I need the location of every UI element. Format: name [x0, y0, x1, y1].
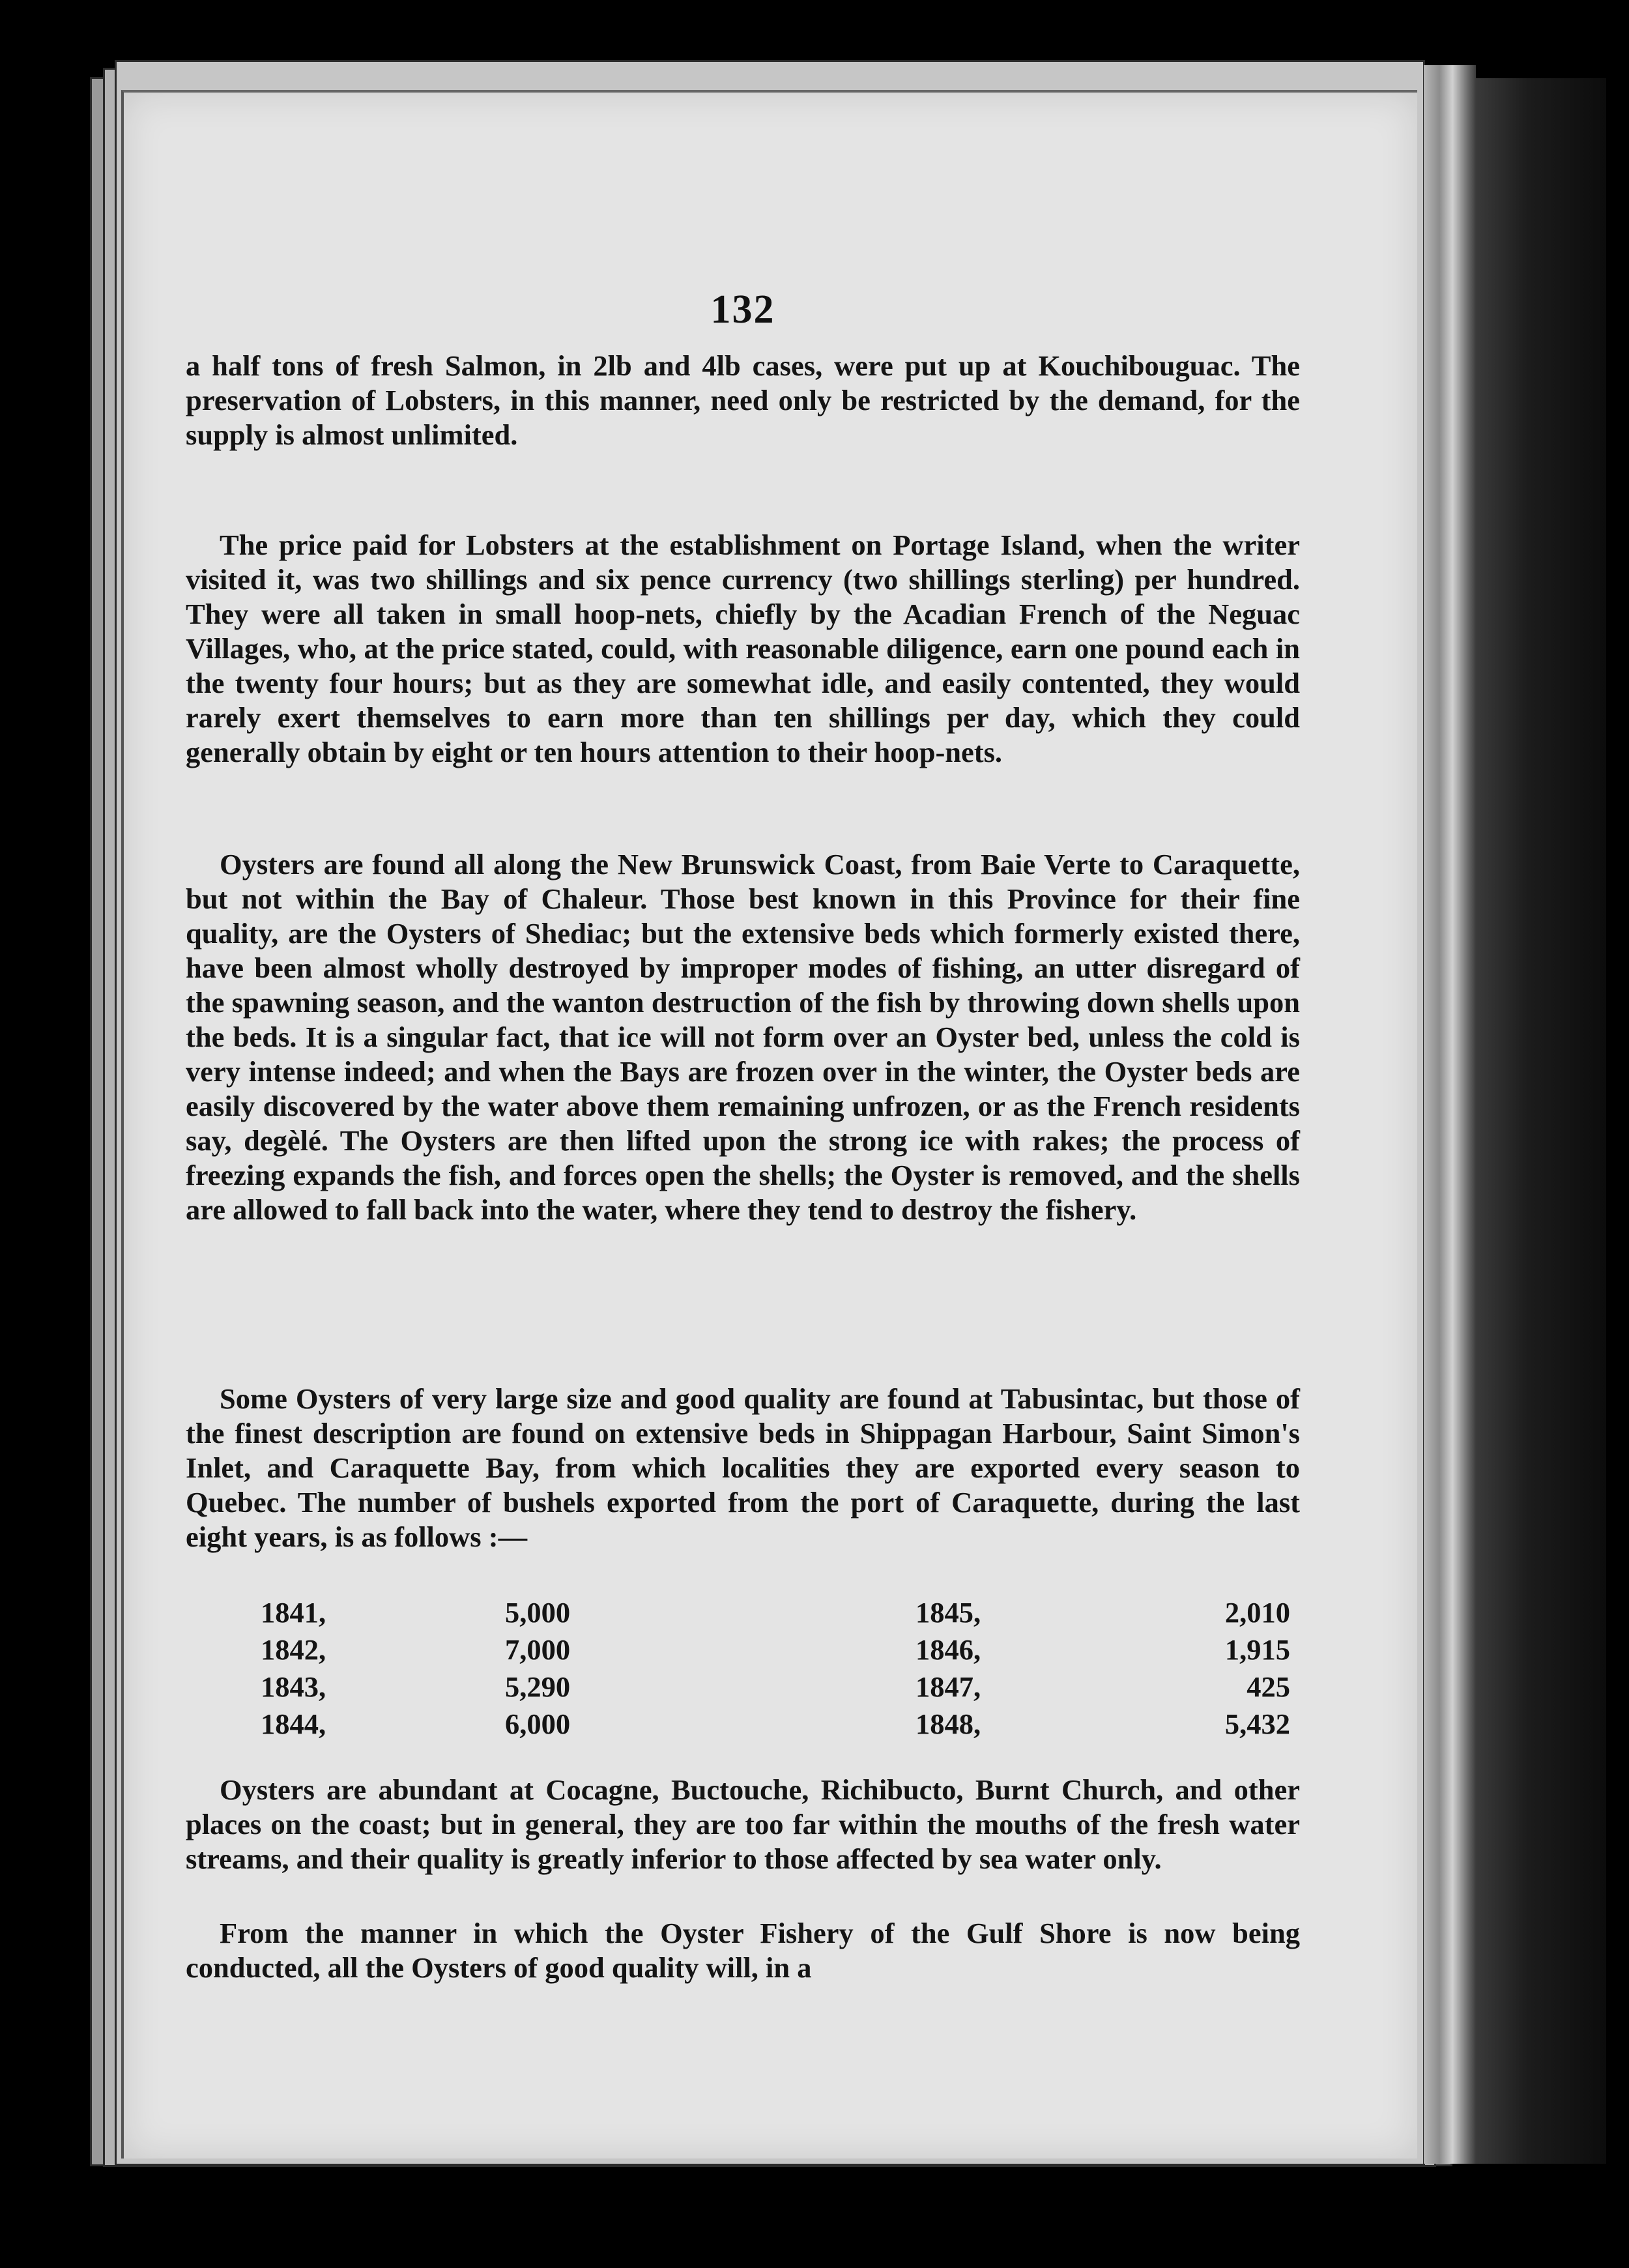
paragraph-lobster-price: The price paid for Lobsters at the establishment on Portage Island, when the writer visited it, was two shillings and six pence currency (two shillings sterling) per hundred. They were all taken in small hoop-nets, chiefly by the Acadian French of the Neguac Villages, who, at the price stated, could, with reasonable diligence, earn one pound each in the twenty four hours; but as they are somewhat idle, and easily contented, they would rarely exert themselves to earn more than ten shillings per day, which they could generally obtain by eight or ten hours attention to their hoop-nets. — [186, 529, 1300, 768]
export-year: 1841, — [261, 1596, 326, 1629]
paragraph-oysters-coast: Oysters are found all along the New Brunswick Coast, from Baie Verte to Caraquette, but not within the Bay of Chaleur. Those best known in this Province for their fine quality, are the Oysters of Shediac; but the extensive beds which formerly existed there, have been almost wholly destroyed by improper modes of fishing, an utter disregard of the spawning season, and the wanton destruction of the fish by throwing down shells upon the beds. It is a singular fact, that ice will not form over an Oyster bed, unless the cold is very intense indeed; and when the Bays are frozen over in the winter, the Oyster beds are easily discovered by the water above them remaining unfrozen, or as the French residents say, degèlé. The Oysters are then lifted upon the strong ice with rakes; the process of freezing expands the fish, and forces open the shells; the Oyster is removed, and the shells are allowed to fall back into the water, where they tend to destroy the fishery. — [186, 848, 1300, 1226]
export-table — [186, 1595, 1300, 1752]
export-year: 1844, — [261, 1708, 326, 1740]
export-year: 1847, — [915, 1670, 981, 1703]
export-bushels: 425 — [1247, 1670, 1290, 1703]
export-year: 1842, — [261, 1633, 326, 1666]
export-bushels: 6,000 — [505, 1708, 571, 1740]
export-bushels: 2,010 — [1224, 1596, 1290, 1629]
export-year: 1848, — [915, 1708, 981, 1740]
paragraph-oyster-fishery: From the manner in which the Oyster Fishery of the Gulf Shore is now being conducted, all the Oysters of good quality will, in a — [186, 1917, 1300, 1984]
export-bushels: 5,000 — [505, 1596, 571, 1629]
export-year: 1846, — [915, 1633, 981, 1666]
export-bushels: 5,290 — [505, 1670, 571, 1703]
paragraph-salmon-lobsters: a half tons of fresh Salmon, in 2lb and 4lb cases, were put up at Kouchibouguac. The preservation of Lobsters, in this manner, need only be restricted by the demand, for the supply is almost unlimited. — [186, 349, 1300, 451]
page-number: 132 — [710, 287, 775, 332]
paragraph-oysters-export: Some Oysters of very large size and good quality are found at Tabusintac, but those of the finest description are found on extensive beds in Shippagan Harbour, Saint Simon's Inlet, and Caraquette Bay, from which localities they are exported every season to Quebec. The number of bushels exported from the port of Caraquette, during the last eight years, is as follows :— — [186, 1382, 1300, 1553]
page-stack-right — [1424, 65, 1476, 2164]
paragraph-oysters-abundant: Oysters are abundant at Cocagne, Buctouche, Richibucto, Burnt Church, and other places on the coast; but in general, they are too far within the mouths of the fresh water streams, and their quality is greatly inferior to those affected by sea water only. — [186, 1773, 1300, 1875]
export-bushels: 7,000 — [505, 1633, 571, 1666]
export-year: 1845, — [915, 1596, 981, 1629]
export-bushels: 5,432 — [1224, 1708, 1290, 1740]
export-year: 1843, — [261, 1670, 326, 1703]
book-shadow — [1476, 78, 1606, 2164]
export-bushels: 1,915 — [1224, 1633, 1290, 1666]
text-block — [186, 0, 1300, 2268]
